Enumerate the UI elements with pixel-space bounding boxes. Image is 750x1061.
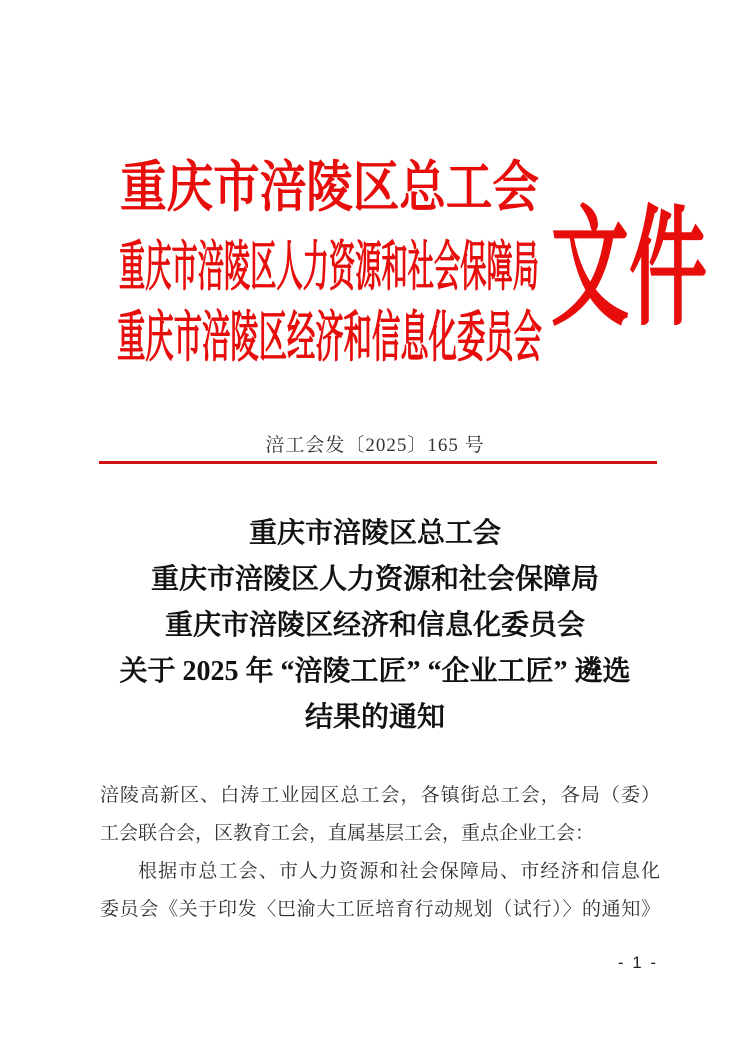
title-line-1: 重庆市涪陵区总工会 (248, 518, 501, 549)
doc-type-label: 文件 (551, 198, 708, 342)
title-line-3: 重庆市涪陵区经济和信息化委员会 (164, 610, 585, 641)
document-body (100, 777, 660, 929)
body-line-paragraph-2: 委员会《关于印发〈巴渝大工匠培育行动规划（试行）〉的通知》 (100, 899, 660, 920)
doc-number: 涪工会发〔2025〕165 号 (265, 435, 485, 456)
body-line-salutation-2: 工会联合会，区教育工会，直属基层工会，重点企业工会： (100, 823, 595, 844)
org-name-text-3: 重庆市涪陵区经济和信息化委员会 (116, 307, 542, 368)
red-divider-rule (99, 461, 657, 464)
org-name-line-1 (94, 157, 564, 218)
org-name-text-1: 重庆市涪陵区总工会 (119, 157, 539, 218)
org-name-line-3 (94, 307, 564, 368)
title-line-4: 关于 2025 年 “涪陵工匠” “企业工匠” 遴选 (119, 656, 631, 687)
org-name-line-2 (94, 237, 564, 297)
page-number: - 1 - (617, 953, 659, 972)
title-line-5: 结果的通知 (304, 702, 445, 733)
org-name-text-2: 重庆市涪陵区人力资源和社会保障局 (119, 237, 539, 297)
body-line-salutation-1: 涪陵高新区、白涛工业园区总工会，各镇街总工会，各局（委） (100, 785, 660, 806)
title-line-2: 重庆市涪陵区人力资源和社会保障局 (150, 564, 599, 595)
document-title (40, 511, 710, 741)
body-line-paragraph-1: 根据市总工会、市人力资源和社会保障局、市经济和信息化 (138, 861, 660, 882)
